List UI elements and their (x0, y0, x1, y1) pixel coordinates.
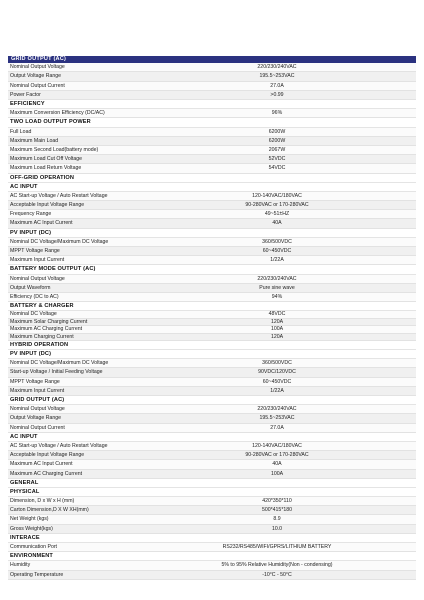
spec-row (8, 164, 416, 173)
spec-row (8, 359, 416, 368)
section-heading: EFFICIENCY (8, 100, 416, 109)
spec-row (8, 319, 416, 326)
spec-section (8, 56, 416, 100)
spec-value: 360/500VDC (262, 360, 292, 367)
spec-row (8, 368, 416, 377)
spec-value: 120-140VAC/180VAC (252, 442, 302, 449)
spec-value: 2067W (268, 146, 286, 153)
spec-value: RS232/RS485/WIFI/GPRS/LITHIUM BATTERY (222, 544, 332, 551)
spec-value: 27.0A (270, 424, 284, 431)
spec-label: Nominal Output Voltage (10, 64, 65, 71)
spec-label: Nominal Output Current (10, 82, 65, 89)
spec-row (8, 451, 416, 460)
spec-label: AC Start-up Voltage / Auto Restart Voltage (10, 442, 108, 449)
spec-label: Gross Weight(kgs) (10, 525, 53, 532)
spec-row (8, 460, 416, 469)
section-heading: INTERACE (8, 534, 416, 543)
section-heading: HYBRID OPERATION (8, 341, 416, 350)
spec-section (8, 433, 416, 479)
section-heading: PHYSICAL (8, 488, 416, 497)
spec-label: Nominal DC Voltage (10, 311, 57, 318)
spec-section (8, 341, 416, 350)
spec-value: 220/230/240VAC (257, 275, 297, 282)
spec-section (8, 488, 416, 534)
spec-value: 120A (270, 318, 284, 325)
spec-row (8, 275, 416, 284)
spec-label: Nominal DC Voltage/Maximum DC Voltage (10, 238, 109, 245)
spec-row (8, 561, 416, 570)
spec-row (8, 326, 416, 333)
section-heading: PV INPUT (DC) (8, 350, 416, 359)
spec-value: 195.5~253VAC (259, 415, 295, 422)
spec-label: Maximum AC Input Current (10, 220, 73, 227)
spec-value: 6200W (268, 137, 286, 144)
spec-value: 90-280VAC or 170-280VAC (245, 202, 309, 209)
spec-value: 1/22A (270, 257, 284, 264)
spec-label: Power Factor (10, 91, 41, 98)
spec-value: 100A (270, 326, 284, 333)
spec-value: 60~450VDC (262, 248, 292, 255)
spec-section (8, 118, 416, 173)
spec-label: Carton Dimension,D X W XH(mm) (10, 507, 89, 514)
spec-row (8, 311, 416, 318)
spec-row (8, 72, 416, 81)
spec-row (8, 284, 416, 293)
spec-label: Full Load (10, 128, 32, 135)
spec-label: Acceptable Input Voltage Range (10, 202, 85, 209)
spec-label: Maximum Solar Charging Current (10, 318, 88, 325)
spec-row (8, 128, 416, 137)
spec-label: Acceptable Input Voltage Range (10, 452, 85, 459)
section-heading: GENERAL (8, 479, 416, 488)
spec-row (8, 256, 416, 265)
spec-value: 360/500VDC (262, 238, 292, 245)
spec-section (8, 534, 416, 552)
spec-label: Humidity (10, 562, 31, 569)
spec-row (8, 91, 416, 100)
spec-section (8, 350, 416, 396)
spec-row (8, 506, 416, 515)
spec-value: -10°C - 50°C (262, 571, 292, 578)
spec-row (8, 293, 416, 302)
spec-value: 195.5~253VAC (259, 73, 295, 80)
spec-label: Nominal DC Voltage/Maximum DC Voltage (10, 360, 109, 367)
spec-section (8, 174, 416, 183)
spec-row (8, 201, 416, 210)
spec-value: 96% (271, 110, 283, 117)
spec-label: Output Voltage Range (10, 415, 62, 422)
section-heading: BATTERY MODE OUTPUT (AC) (8, 265, 416, 274)
spec-value: 8.9 (273, 516, 281, 523)
spec-value: 54VDC (268, 165, 286, 172)
section-heading: OFF-GRID OPERATION (8, 174, 416, 183)
spec-row (8, 405, 416, 414)
spec-row (8, 525, 416, 534)
section-heading: GRID OUTPUT (AC) (8, 56, 416, 63)
spec-row (8, 497, 416, 506)
section-heading: ENVIRONMENT (8, 552, 416, 561)
spec-row (8, 571, 416, 580)
spec-value: 500*415*180 (261, 507, 292, 514)
spec-label: Output Voltage Range (10, 73, 62, 80)
spec-section (8, 396, 416, 433)
section-heading: BATTERY & CHARGER (8, 302, 416, 311)
spec-label: Communication Port (10, 544, 57, 551)
spec-label: Maximum Charging Current (10, 333, 74, 340)
spec-label: Nominal Output Voltage (10, 406, 65, 413)
spec-value: 90VDC/120VDC (258, 369, 296, 376)
spec-label: Maximum Second Load(battery mode) (10, 146, 99, 153)
section-heading: TWO LOAD OUTPUT POWER (8, 118, 416, 127)
spec-value: 420*350*110 (262, 498, 292, 505)
spec-row (8, 515, 416, 524)
spec-value: 120A (270, 333, 284, 340)
spec-row (8, 247, 416, 256)
spec-value: 90-280VAC or 170-280VAC (245, 452, 309, 459)
spec-row (8, 155, 416, 164)
spec-value: Pure sine wave (259, 284, 295, 291)
spec-row (8, 210, 416, 219)
spec-value: >0.99 (270, 91, 284, 98)
spec-label: Efficiency (DC to AC) (10, 293, 59, 300)
spec-value: 60~450VDC (262, 378, 292, 385)
spec-value: 220/230/240VAC (257, 64, 297, 71)
spec-label: MPPT Voltage Range (10, 248, 60, 255)
spec-row (8, 414, 416, 423)
spec-row (8, 424, 416, 433)
spec-value: 52VDC (268, 156, 286, 163)
spec-label: Start-up Voltage / Initial Feeding Voltage (10, 369, 103, 376)
spec-section (8, 100, 416, 118)
spec-label: AC Start-up Voltage / Auto Restart Voltage (10, 192, 108, 199)
spec-section (8, 183, 416, 229)
spec-row (8, 378, 416, 387)
spec-value: 120-140VAC/180VAC (252, 192, 302, 199)
spec-label: Dimension, D x W x H (mm) (10, 498, 75, 505)
spec-label: Output Waveform (10, 284, 51, 291)
section-heading: PV INPUT (DC) (8, 229, 416, 238)
spec-label: Nominal Output Voltage (10, 275, 65, 282)
spec-value: 49~51±HZ (264, 211, 290, 218)
spec-row (8, 63, 416, 72)
spec-row (8, 146, 416, 155)
spec-row (8, 442, 416, 451)
spec-row (8, 238, 416, 247)
spec-value: 40A (272, 461, 282, 468)
spec-row (8, 387, 416, 396)
spec-value: 100A (270, 470, 284, 477)
spec-label: Frequency Range (10, 211, 52, 218)
spec-section (8, 229, 416, 266)
section-heading: GRID OUTPUT (AC) (8, 396, 416, 405)
spec-value: 94% (271, 293, 283, 300)
spec-value: 220/230/240VAC (257, 406, 297, 413)
spec-label: Net Weight (kgs) (10, 516, 49, 523)
spec-label: Maximum Load Return Voltage (10, 165, 82, 172)
spec-label: Maximum AC Charging Current (10, 470, 83, 477)
spec-label: Maximum Conversion Efficiency (DC/AC) (10, 110, 105, 117)
spec-label: Maximum Load Cut Off Voltage (10, 156, 82, 163)
spec-row (8, 543, 416, 552)
spec-row (8, 192, 416, 201)
spec-section (8, 479, 416, 488)
spec-label: MPPT Voltage Range (10, 378, 60, 385)
spec-label: Maximum AC Input Current (10, 461, 73, 468)
section-heading: AC INPUT (8, 433, 416, 442)
spec-row (8, 109, 416, 118)
spec-row (8, 470, 416, 479)
spec-row (8, 82, 416, 91)
spec-row (8, 334, 416, 341)
spec-label: Nominal Output Current (10, 424, 65, 431)
spec-label: Operating Temperature (10, 571, 64, 578)
spec-value: 10.0 (271, 525, 283, 532)
spec-label: Maximum Main Load (10, 137, 59, 144)
spec-row (8, 219, 416, 228)
spec-label: Maximum Input Current (10, 387, 65, 394)
spec-row (8, 137, 416, 146)
spec-value: 5% to 95% Relative Humidity(Non - condensing) (221, 562, 333, 569)
spec-section (8, 552, 416, 580)
spec-value: 6200W (268, 128, 286, 135)
spec-value: 40A (272, 220, 282, 227)
spec-section (8, 302, 416, 341)
spec-label: Maximum AC Charging Current (10, 326, 83, 333)
spec-label: Maximum Input Current (10, 257, 65, 264)
spec-value: 1/22A (270, 387, 284, 394)
spec-section (8, 265, 416, 302)
section-heading: AC INPUT (8, 183, 416, 192)
spec-sheet-table (8, 56, 416, 580)
spec-value: 27.0A (270, 82, 284, 89)
spec-value: 48VDC (268, 311, 286, 318)
